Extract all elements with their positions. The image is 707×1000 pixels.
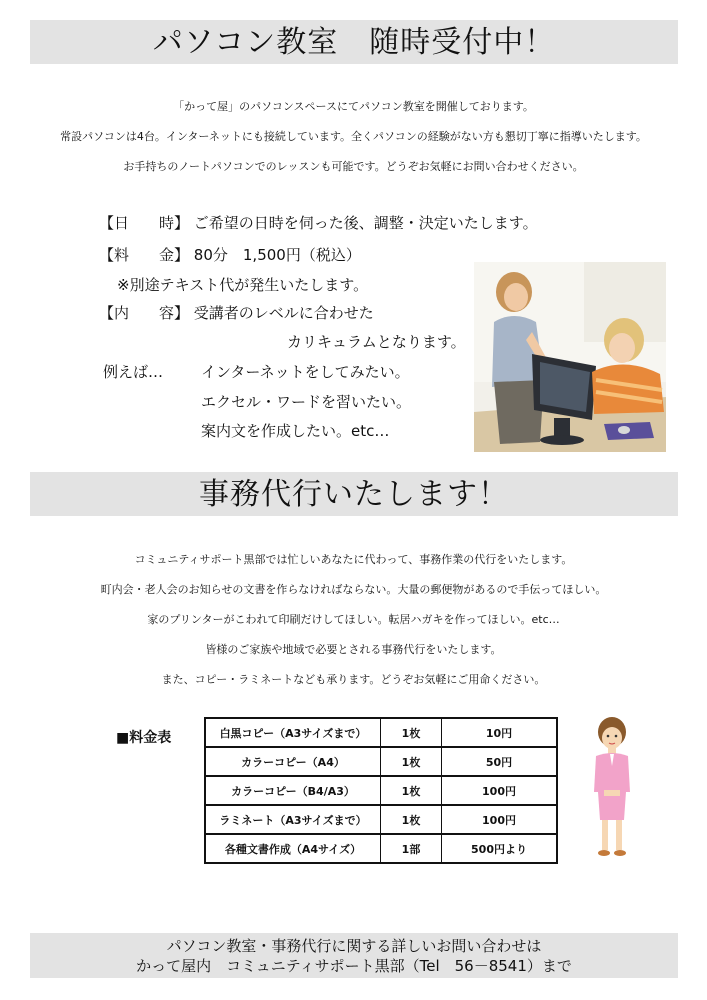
content-text-2: カリキュラムとなります。 [287, 333, 466, 351]
price-value: 100円 [442, 805, 558, 834]
office-service-title: 事務代行いたします！ [199, 477, 509, 512]
table-row [205, 834, 557, 863]
example-label: 例えば… [103, 363, 164, 381]
table-row [205, 718, 557, 747]
price-item: 各種文書作成（A4サイズ） [205, 834, 381, 863]
contact-footer [30, 933, 678, 978]
price-item: カラーコピー（B4/A3） [205, 776, 381, 805]
price-unit: 1枚 [381, 776, 442, 805]
intro-line-1: 「かって屋」のパソコンスペースにてパソコン教室を開催しております。 [173, 100, 534, 113]
office-desc-line-3: 家のプリンターがこわれて印刷だけしてほしい。転居ハガキを作ってほしい。etc… [147, 613, 560, 626]
example-3: 案内文を作成したい。etc… [201, 422, 390, 440]
fee-text: 80分 1,500円（税込） [193, 246, 361, 264]
woman-in-pink-suit-illustration [586, 714, 636, 860]
fee-label: 【料 金】 [99, 246, 190, 264]
schedule-text: ご希望の日時を伺った後、調整・決定いたします。 [193, 214, 538, 232]
table-row [205, 805, 557, 834]
content-label: 【内 容】 [99, 304, 190, 322]
footer-line-1: パソコン教室・事務代行に関する詳しいお問い合わせは [166, 937, 542, 955]
price-item: 白黒コピー（A3サイズまで） [205, 718, 381, 747]
schedule-row [99, 212, 538, 233]
fee-row [99, 244, 361, 265]
price-table-label: ■料金表 [116, 730, 172, 746]
fee-note: ※別途テキスト代が発生いたします。 [117, 276, 369, 294]
price-item: ラミネート（A3サイズまで） [205, 805, 381, 834]
two-women-at-computer-photo [474, 262, 666, 452]
office-desc-line-1: コミュニティサポート黒部では忙しいあなたに代わって、事務作業の代行をいたします。 [134, 553, 573, 566]
price-value: 500円より [442, 834, 558, 863]
office-desc-line-5: また、コピー・ラミネートなども承ります。どうぞお気軽にご用命ください。 [161, 673, 546, 686]
office-service-banner [30, 472, 678, 516]
price-item: カラーコピー（A4） [205, 747, 381, 776]
price-unit: 1部 [381, 834, 442, 863]
content-row [99, 302, 374, 323]
schedule-label: 【日 時】 [99, 214, 190, 232]
table-row [205, 747, 557, 776]
price-value: 100円 [442, 776, 558, 805]
office-desc-line-4: 皆様のご家族や地域で必要とされる事務代行をいたします。 [205, 643, 502, 656]
example-2: エクセル・ワードを習いたい。 [201, 393, 412, 411]
content-text-1: 受講者のレベルに合わせた [193, 304, 374, 322]
price-value: 50円 [442, 747, 558, 776]
price-table [204, 717, 558, 864]
price-unit: 1枚 [381, 805, 442, 834]
pc-class-title: パソコン教室 随時受付中！ [152, 25, 556, 60]
pc-class-banner [30, 20, 678, 64]
price-unit: 1枚 [381, 747, 442, 776]
example-1: インターネットをしてみたい。 [201, 363, 410, 381]
office-desc-line-2: 町内会・老人会のお知らせの文書を作らなければならない。大量の郵便物があるので手伝ってほしい。 [100, 583, 607, 596]
price-value: 10円 [442, 718, 558, 747]
price-unit: 1枚 [381, 718, 442, 747]
intro-line-2: 常設パソコンは4台。インターネットにも接続しています。全くパソコンの経験がない方も懇切丁寧に指導いたします。 [60, 130, 647, 143]
footer-line-2: かって屋内 コミュニティサポート黒部（Tel 56－8541）まで [136, 957, 572, 975]
intro-line-3: お手持ちのノートパソコンでのレッスンも可能です。どうぞお気軽にお問い合わせください。 [123, 160, 584, 173]
table-row [205, 776, 557, 805]
